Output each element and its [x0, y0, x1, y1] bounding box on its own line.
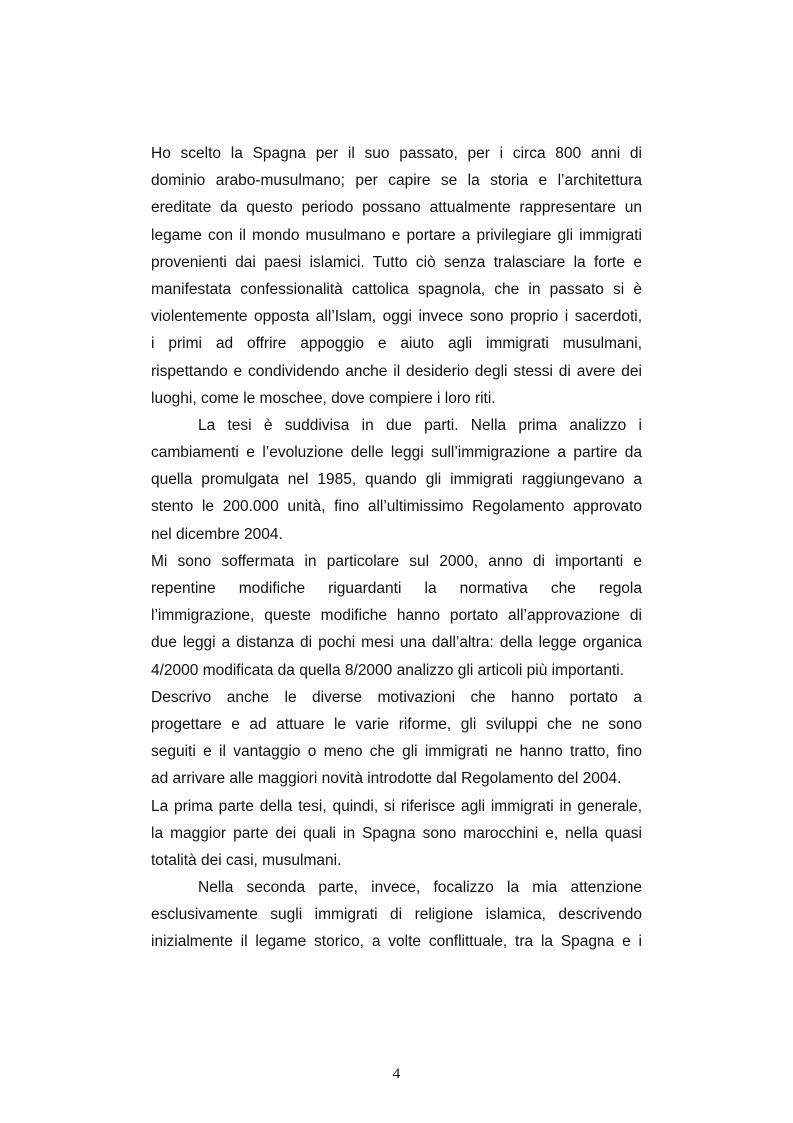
text-line: Nella seconda parte, invece, focalizzo la mia attenzione	[198, 879, 642, 897]
paragraph	[151, 793, 642, 875]
text-line: luoghi, come le moschee, dove compiere i loro riti.	[151, 389, 496, 407]
text-line: nel dicembre 2004.	[151, 525, 283, 543]
text-line: repentine modifiche riguardanti la normativa che regola	[151, 580, 642, 597]
text-line: esclusivamente sugli immigrati di religione islamica, descrivendo	[151, 906, 642, 924]
text-line: legame con il mondo musulmano e portare a privilegiare gli immigrati	[151, 226, 642, 244]
text-line: Mi sono soffermata in particolare sul 2000, anno di importanti e	[151, 552, 642, 570]
text-line: La tesi è suddivisa in due parti. Nella prima analizzo i	[198, 416, 642, 434]
text-line: 4/2000 modificata da quella 8/2000 analizzo gli articoli più importanti.	[151, 661, 625, 679]
text-line: La prima parte della tesi, quindi, si riferisce agli immigrati in generale,	[151, 797, 642, 815]
text-line: i primi ad offrire appoggio e aiuto agli immigrati musulmani,	[151, 335, 642, 353]
text-line: Descrivo anche le diverse motivazioni che hanno portato a	[151, 688, 642, 706]
paragraph	[151, 140, 642, 412]
text-line: inizialmente il legame storico, a volte conflittuale, tra la Spagna e i	[151, 933, 642, 951]
text-line: progettare e ad attuare le varie riforme, gli sviluppi che ne sono	[151, 715, 642, 733]
text-line: rispettando e condividendo anche il desiderio degli stessi di avere dei	[151, 362, 642, 380]
paragraph	[151, 412, 642, 548]
text-line: ereditate da questo periodo possano attualmente rappresentare un	[151, 199, 642, 217]
text-line: ad arrivare alle maggiori novità introdotte dal Regolamento del 2004.	[151, 770, 622, 788]
text-line: provenienti dai paesi islamici. Tutto ciò senza tralasciare la forte e	[151, 253, 642, 271]
text-line: quella promulgata nel 1985, quando gli immigrati raggiungevano a	[151, 471, 642, 489]
text-line: manifestata confessionalità cattolica spagnola, che in passato si è	[151, 280, 642, 298]
text-line: violentemente opposta all’Islam, oggi invece sono proprio i sacerdoti,	[151, 308, 642, 326]
text-line: seguiti e il vantaggio o meno che gli immigrati ne hanno tratto, fino	[151, 743, 642, 761]
text-line: cambiamenti e l’evoluzione delle leggi sull’immigrazione a partire da	[151, 444, 642, 462]
text-line: due leggi a distanza di pochi mesi una dall’altra: della legge organica	[151, 634, 642, 652]
text-line: dominio arabo-musulmano; per capire se la storia e l’architettura	[151, 172, 642, 190]
text-line: stento le 200.000 unità, fino all’ultimissimo Regolamento approvato	[151, 498, 642, 516]
page-number: 4	[392, 1066, 401, 1082]
paragraph	[151, 684, 642, 793]
paragraph	[151, 874, 642, 956]
paragraph	[151, 548, 642, 684]
text-line: totalità dei casi, musulmani.	[151, 851, 342, 869]
text-line: la maggior parte dei quali in Spagna sono marocchini e, nella quasi	[151, 824, 642, 842]
body-text	[151, 140, 642, 956]
text-line: Ho scelto la Spagna per il suo passato, per i circa 800 anni di	[151, 145, 642, 162]
text-line: l’immigrazione, queste modifiche hanno portato all’approvazione di	[151, 607, 642, 625]
